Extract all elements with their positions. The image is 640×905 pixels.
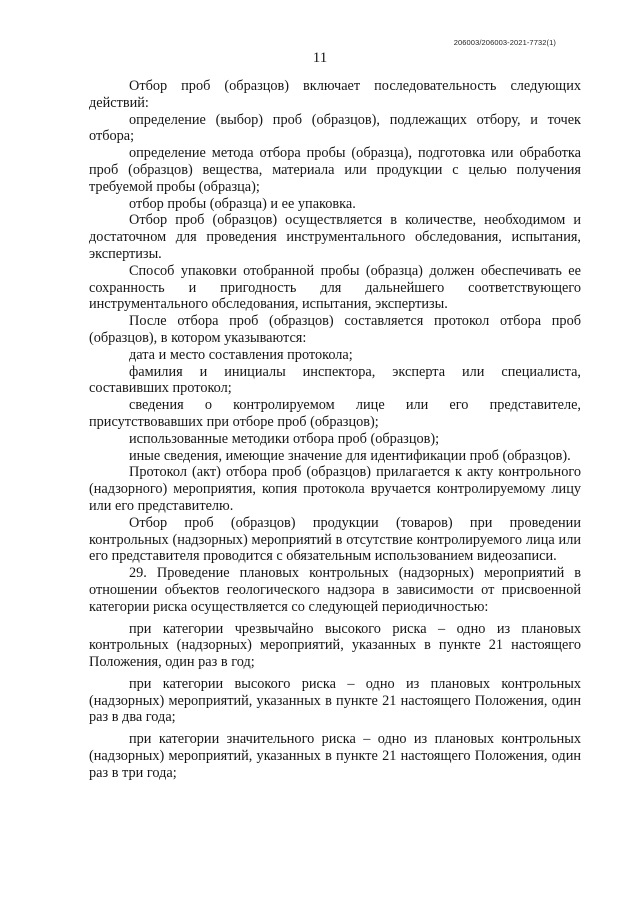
paragraph: при категории высокого риска – одно из плановых контрольных (надзорных) мероприятий, указанных в пункте 21 настоящего Положения, один раз в два года; [89, 675, 581, 726]
paragraph: дата и место составления протокола; [129, 346, 353, 363]
paragraph: сведения о контролируемом лице или его представителе, присутствовавших при отборе проб (образцов); [89, 397, 581, 430]
paragraph: Отбор проб (образцов) включает последовательность следующих действий: [89, 78, 581, 111]
paragraph: Способ упаковки отобранной пробы (образца) должен обеспечивать ее сохранность и пригодность для дальнейшего соответствующего инструментального обследования, испытания, экспертизы. [89, 262, 581, 313]
paragraph: фамилия и инициалы инспектора, эксперта или специалиста, составивших протокол; [89, 363, 581, 397]
paragraph: использованные методики отбора проб (образцов); [129, 430, 440, 447]
paragraph: определение (выбор) проб (образцов), подлежащих отбору, и точек отбора; [89, 111, 581, 145]
paragraph: Отбор проб (образцов) продукции (товаров) при проведении контрольных (надзорных) мероприятий в отсутствие контролируемого лица или его представителя проводится с обязательным использованием видеозаписи. [89, 514, 581, 565]
paragraph: Отбор проб (образцов) осуществляется в количестве, необходимом и достаточном для проведения инструментального обследования, испытания, экспертизы. [89, 212, 581, 262]
paragraph: при категории чрезвычайно высокого риска – одно из плановых контрольных (надзорных) мероприятий, указанных в пункте 21 настоящего Положения, один раз в год; [89, 620, 581, 671]
paragraph: Протокол (акт) отбора проб (образцов) прилагается к акту контрольного (надзорного) мероприятия, копия протокола вручается контролируемому лицу или его представителю. [89, 464, 581, 514]
document-body [89, 78, 581, 782]
paragraph: После отбора проб (образцов) составляется протокол отбора проб (образцов), в котором указываются: [89, 313, 581, 346]
paragraph: определение метода отбора пробы (образца), подготовка или обработка проб (образцов) вещества, материала или продукции с целью получения требуемой пробы (образца); [89, 145, 581, 195]
document-id: 206003/206003-2021-7732(1) [453, 38, 556, 47]
paragraph: 29. Проведение плановых контрольных (надзорных) мероприятий в отношении объектов геологического надзора в зависимости от присвоенной категории риска осуществляется со следующей периодичностью: [89, 565, 581, 615]
paragraph: иные сведения, имеющие значение для идентификации проб (образцов). [129, 447, 571, 464]
paragraph: отбор пробы (образца) и ее упаковка. [129, 195, 356, 212]
paragraph: при категории значительного риска – одно из плановых контрольных (надзорных) мероприятий, указанных в пункте 21 настоящего Положения, один раз в три года; [89, 731, 581, 781]
page-number: 11 [312, 50, 328, 66]
